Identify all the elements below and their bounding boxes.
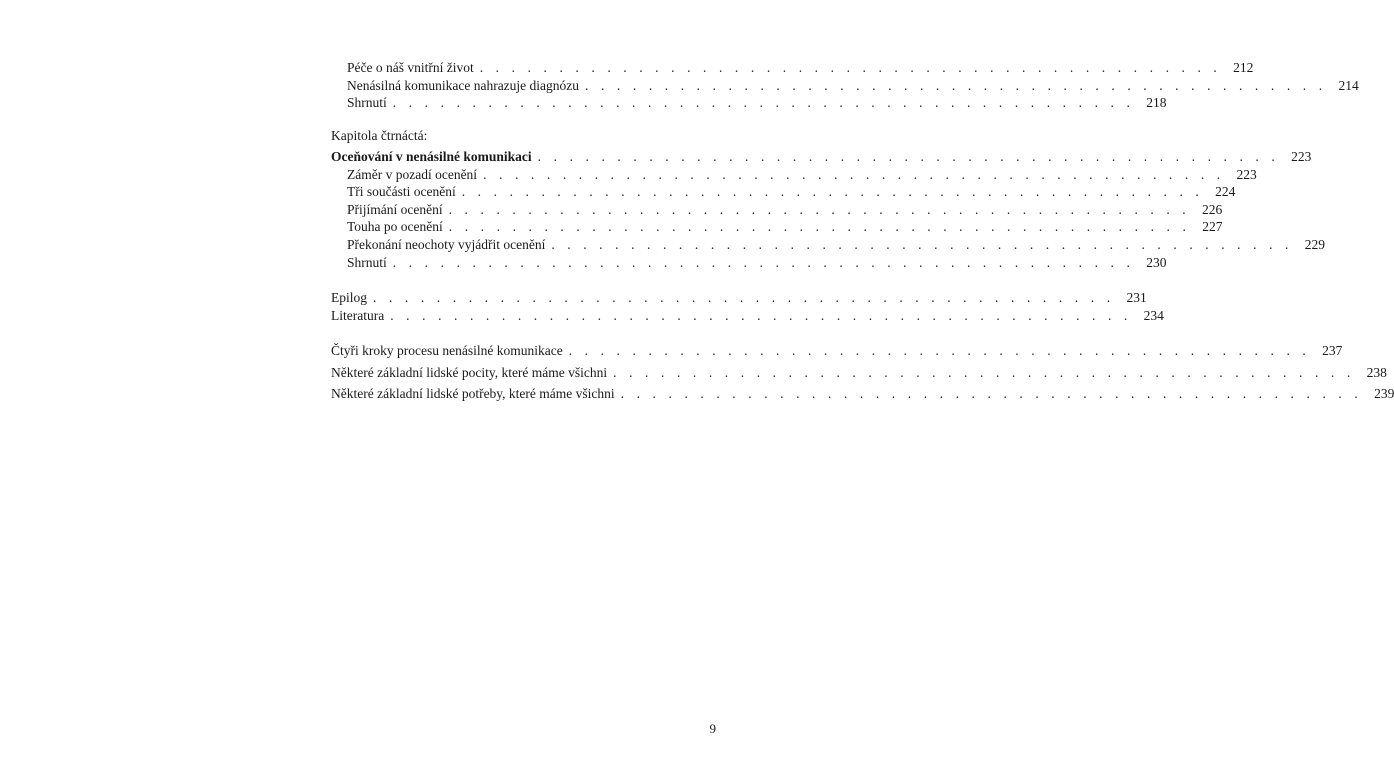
toc-leader-dots: . . . . . . . . . . . . . . . . . . . . . . . . . . . . . . . . . . . . . . . . . . . . . . . bbox=[537, 149, 1280, 164]
toc-entry-title: Literatura bbox=[331, 308, 385, 323]
toc-entry-page: 237 bbox=[1322, 343, 1343, 358]
toc-entry-title: Záměr v pozadí ocenění bbox=[347, 167, 478, 182]
toc-entry-title: Epilog bbox=[331, 290, 367, 305]
toc-leader-dots: . . . . . . . . . . . . . . . . . . . . . . . . . . . . . . . . . . . . . . . . . . . . . . . bbox=[392, 255, 1135, 270]
toc-entry-page: 224 bbox=[1215, 184, 1236, 199]
toc-entry-title: Přijímání ocenění bbox=[347, 202, 443, 217]
toc-entry-receiving bbox=[347, 201, 1223, 219]
toc-entry-summary-14 bbox=[347, 254, 1167, 272]
toc-leader-dots: . . . . . . . . . . . . . . . . . . . . . . . . . . . . . . . . . . . . . . . . . . . . . . . bbox=[479, 60, 1222, 75]
toc-entry-feelings bbox=[331, 364, 1387, 382]
toc-entry-page: 229 bbox=[1304, 237, 1326, 252]
toc-entry-reluctance bbox=[347, 236, 1326, 254]
toc-entry-title: Nenásilná komunikace nahrazuje diagnózu bbox=[347, 78, 580, 93]
page-number: 9 bbox=[709, 721, 716, 736]
toc-entry-page: 223 bbox=[1291, 149, 1312, 164]
toc-entry-page: 218 bbox=[1146, 95, 1167, 110]
toc-entry-page: 231 bbox=[1126, 290, 1147, 305]
toc-leader-dots: . . . . . . . . . . . . . . . . . . . . . . . . . . . . . . . . . . . . . . . . . . . . . . . bbox=[448, 219, 1191, 234]
toc-entry-diagnosis bbox=[347, 77, 1359, 95]
toc-entry-title: Překonání neochoty vyjádřit ocenění bbox=[347, 237, 546, 252]
toc-entry-longing bbox=[347, 218, 1223, 236]
toc-entry-page: 239 bbox=[1374, 386, 1394, 401]
toc-leader-dots: . . . . . . . . . . . . . . . . . . . . . . . . . . . . . . . . . . . . . . . . . . . . . . . bbox=[568, 343, 1311, 358]
toc-leader-dots: . . . . . . . . . . . . . . . . . . . . . . . . . . . . . . . . . . . . . . . . . . . . . . . bbox=[613, 365, 1355, 380]
toc-entry-title: Oceňování v nenásilné komunikaci bbox=[331, 149, 532, 164]
toc-leader-dots: . . . . . . . . . . . . . . . . . . . . . . . . . . . . . . . . . . . . . . . . . . . . . . . bbox=[373, 290, 1115, 305]
toc-entry-title: Čtyři kroky procesu nenásilné komunikace bbox=[331, 343, 563, 358]
chapter-heading: Kapitola čtrnáctá: bbox=[331, 128, 428, 143]
toc-entry-four-steps bbox=[331, 342, 1343, 360]
toc-entry-title: Některé základní lidské pocity, které máme všichni bbox=[331, 365, 608, 380]
toc-leader-dots: . . . . . . . . . . . . . . . . . . . . . . . . . . . . . . . . . . . . . . . . . . . . . . . bbox=[551, 237, 1294, 252]
toc-leader-dots: . . . . . . . . . . . . . . . . . . . . . . . . . . . . . . . . . . . . . . . . . . . . . . . bbox=[585, 78, 1327, 93]
toc-chapter-appreciation bbox=[331, 148, 1312, 166]
toc-entry-page: 238 bbox=[1366, 365, 1387, 380]
toc-entry-three-components bbox=[347, 183, 1236, 201]
toc-entry-title: Shrnutí bbox=[347, 255, 387, 270]
toc-entry-needs bbox=[331, 385, 1394, 403]
toc-leader-dots: . . . . . . . . . . . . . . . . . . . . . . . . . . . . . . . . . . . . . . . . . . . . . . . bbox=[461, 184, 1204, 199]
toc-leader-dots: . . . . . . . . . . . . . . . . . . . . . . . . . . . . . . . . . . . . . . . . . . . . . . . bbox=[483, 167, 1225, 182]
toc-entry-page: 230 bbox=[1146, 255, 1167, 270]
toc-entry-page: 234 bbox=[1143, 308, 1164, 323]
toc-entry-epilog bbox=[331, 289, 1147, 307]
toc-leader-dots: . . . . . . . . . . . . . . . . . . . . . . . . . . . . . . . . . . . . . . . . . . . . . . . bbox=[390, 308, 1132, 323]
toc-entry-page: 223 bbox=[1236, 167, 1257, 182]
toc-entry-literature bbox=[331, 307, 1164, 325]
toc-entry-summary-13 bbox=[347, 94, 1167, 112]
toc-leader-dots: . . . . . . . . . . . . . . . . . . . . . . . . . . . . . . . . . . . . . . . . . . . . . . . bbox=[448, 202, 1191, 217]
toc-entry-inner-life bbox=[347, 59, 1254, 77]
toc-entry-intention bbox=[347, 166, 1257, 184]
toc-entry-title: Tři součásti ocenění bbox=[347, 184, 456, 199]
toc-entry-title: Některé základní lidské potřeby, které máme všichni bbox=[331, 386, 615, 401]
toc-entry-title: Shrnutí bbox=[347, 95, 387, 110]
toc-entry-page: 214 bbox=[1338, 78, 1359, 93]
toc-entry-page: 212 bbox=[1233, 60, 1254, 75]
toc-entry-page: 227 bbox=[1202, 219, 1223, 234]
toc-leader-dots: . . . . . . . . . . . . . . . . . . . . . . . . . . . . . . . . . . . . . . . . . . . . . . . bbox=[392, 95, 1135, 110]
toc-entry-title: Touha po ocenění bbox=[347, 219, 443, 234]
toc-leader-dots: . . . . . . . . . . . . . . . . . . . . . . . . . . . . . . . . . . . . . . . . . . . . . . . bbox=[620, 386, 1363, 401]
toc-entry-page: 226 bbox=[1202, 202, 1223, 217]
toc-entry-title: Péče o náš vnitřní život bbox=[347, 60, 474, 75]
